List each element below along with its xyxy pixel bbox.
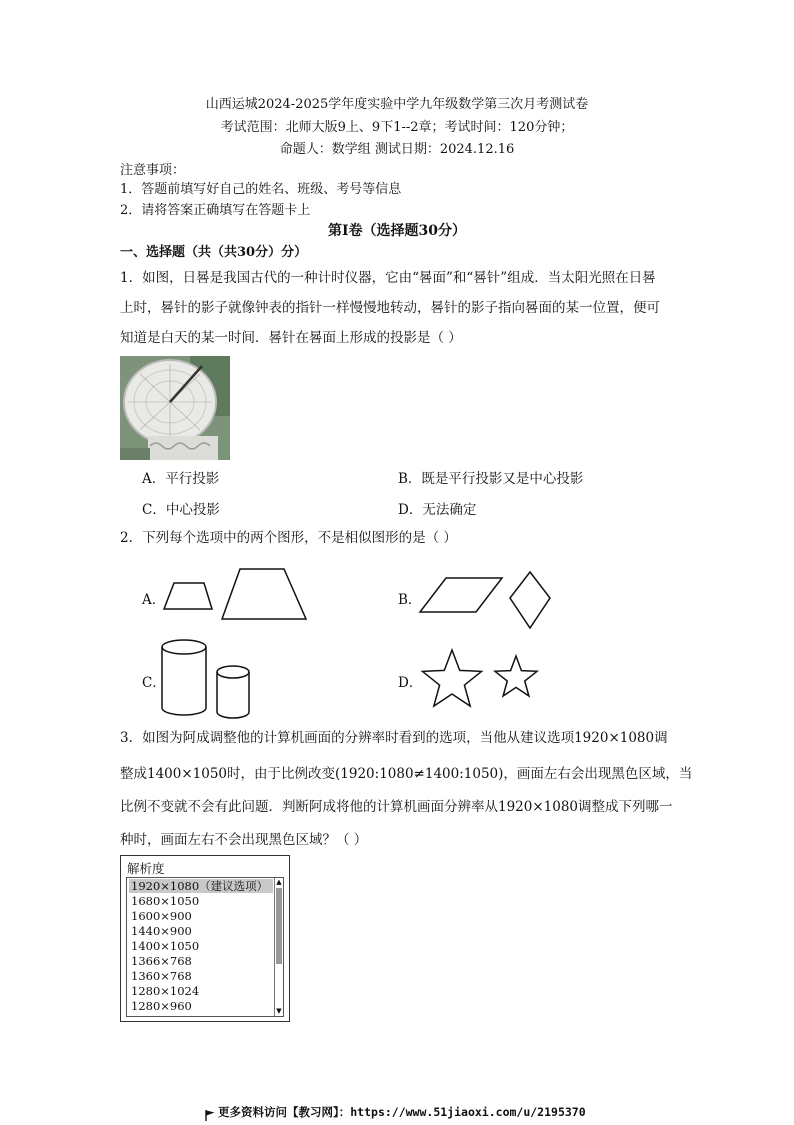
q2-figure-a-trapezoids bbox=[160, 565, 320, 625]
q2-label-a: A． bbox=[142, 592, 166, 608]
q2-stem: 2．下列每个选项中的两个图形，不是相似图形的是（ ） bbox=[120, 530, 457, 546]
resolution-listbox bbox=[120, 855, 290, 1022]
resolution-item: 1360×768 bbox=[131, 969, 192, 983]
q2-label-b: B． bbox=[398, 592, 422, 608]
q3-line-3: 比例不变就不会有此问题．判断阿成将他的计算机画面分辨率从1920×1080调整成下列哪一 bbox=[120, 799, 673, 815]
exam-scope: 考试范围：北师大版9上、9下1--2章；考试时间：120分钟； bbox=[220, 120, 574, 135]
resolution-item: 1400×1050 bbox=[131, 939, 200, 953]
resolution-item: 1366×768 bbox=[131, 954, 192, 968]
volume-title: 第I卷（选择题30分） bbox=[327, 223, 467, 239]
large-cylinder bbox=[162, 640, 206, 715]
q2-label-c: C． bbox=[142, 675, 166, 691]
q3-line-2: 整成1400×1050时，由于比例改变(1920:1080≠1400:1050)，画面左右会出现黑色区域，当 bbox=[120, 766, 693, 782]
q1-option-a: A．平行投影 bbox=[142, 471, 220, 487]
footer-link[interactable]: 更多资料访问【教习网】：https://www.51jiaoxi.com/u/2195370 bbox=[218, 1105, 586, 1119]
q3-line-1: 3．如图为阿成调整他的计算机画面的分辨率时看到的选项，当他从建议选项1920×1080调 bbox=[120, 730, 668, 746]
scrollbar-thumb bbox=[276, 888, 282, 964]
sundial-image bbox=[120, 356, 230, 460]
small-cylinder bbox=[217, 666, 249, 718]
q1-line-3: 知道是白天的某一时间．晷针在晷面上形成的投影是（ ） bbox=[120, 330, 462, 346]
small-star bbox=[495, 656, 537, 696]
q1-line-1: 1．如图，日晷是我国古代的一种计时仪器，它由“晷面”和“晷针”组成．当太阳光照在日晷 bbox=[120, 270, 656, 286]
q2-figure-b-parallelogram-rhombus bbox=[418, 570, 558, 636]
exam-author-date: 命题人：数学组 测试日期：2024.12.16 bbox=[279, 142, 515, 157]
exam-title: 山西运城2024-2025学年度实验中学九年级数学第三次月考测试卷 bbox=[205, 97, 589, 112]
q1-option-b: B．既是平行投影又是中心投影 bbox=[398, 471, 584, 487]
resolution-item: 1680×1050 bbox=[131, 894, 200, 908]
parallelogram bbox=[420, 578, 502, 612]
resolution-item-selected: 1920×1080（建议选项） bbox=[129, 879, 273, 893]
part-title: 一、选择题（共（共30分）分） bbox=[120, 245, 308, 260]
q2-figure-d-stars bbox=[418, 646, 548, 712]
resolution-item: 1600×900 bbox=[131, 909, 192, 923]
large-star bbox=[423, 650, 482, 706]
listbox-title: 解析度 bbox=[127, 861, 165, 876]
note-item-1: 1．答题前填写好自己的姓名、班级、考号等信息 bbox=[120, 182, 402, 197]
note-item-2: 2．请将答案正确填写在答题卡上 bbox=[120, 203, 311, 218]
listbox-scrollbar bbox=[274, 878, 283, 1016]
q2-label-d: D． bbox=[398, 675, 423, 691]
small-trapezoid bbox=[164, 583, 212, 609]
q1-option-d: D．无法确定 bbox=[398, 502, 477, 518]
resolution-item: 1280×960 bbox=[131, 999, 192, 1013]
scroll-up-arrow-icon: ▲ bbox=[276, 878, 282, 886]
scroll-down-arrow-icon: ▼ bbox=[276, 1007, 282, 1015]
resolution-item: 1280×1024 bbox=[131, 984, 200, 998]
q1-option-c: C．中心投影 bbox=[142, 502, 220, 518]
flag-icon bbox=[205, 1106, 215, 1117]
q3-line-4: 种时，画面左右不会出现黑色区域？（ ） bbox=[120, 832, 368, 848]
large-trapezoid bbox=[222, 569, 306, 619]
q1-line-2: 上时，晷针的影子就像钟表的指针一样慢慢地转动，晷针的影子指向晷面的某一位置，便可 bbox=[120, 300, 660, 316]
q2-figure-c-cylinders bbox=[160, 636, 260, 722]
rhombus bbox=[510, 572, 550, 628]
resolution-list bbox=[126, 877, 284, 1017]
notes-heading: 注意事项： bbox=[120, 163, 186, 178]
resolution-item: 1440×900 bbox=[131, 924, 192, 938]
